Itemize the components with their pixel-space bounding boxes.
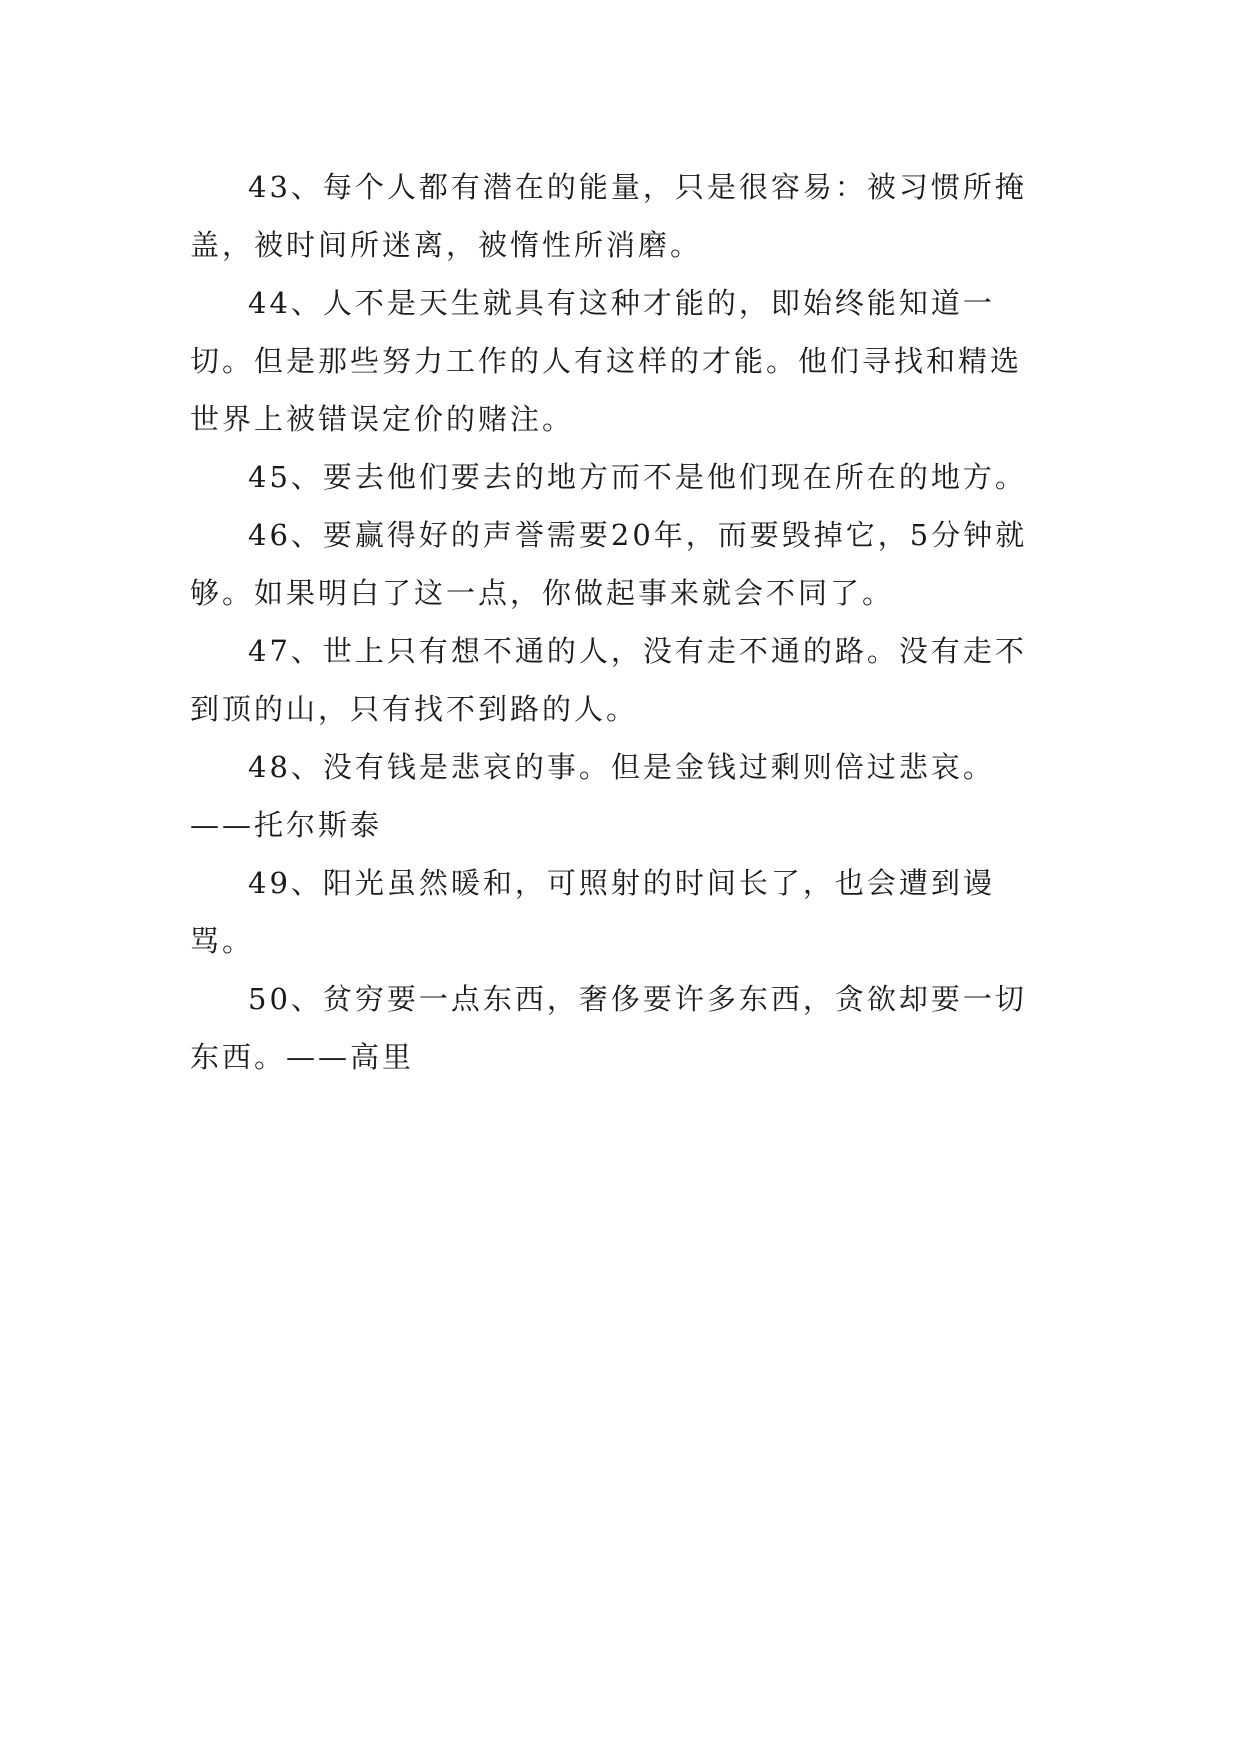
quote-paragraph-44: 44、人不是天生就具有这种才能的，即始终能知道一切。但是那些努力工作的人有这样的才能。他们寻找和精选世界上被错误定价的赌注。 [190,286,1023,436]
quote-paragraph-43: 43、每个人都有潜在的能量，只是很容易：被习惯所掩盖，被时间所迷离，被惰性所消磨。 [190,170,1027,262]
quote-paragraph-45: 45、要去他们要去的地方而不是他们现在所在的地方。 [248,460,1027,494]
quote-paragraph-48: 48、没有钱是悲哀的事。但是金钱过剩则倍过悲哀。——托尔斯泰 [190,750,995,842]
quote-paragraph-46: 46、要赢得好的声誉需要20年，而要毁掉它，5分钟就够。如果明白了这一点，你做起事来就会不同了。 [190,518,1028,610]
quote-list [190,158,1052,1086]
quote-paragraph-49: 49、阳光虽然暖和，可照射的时间长了，也会遭到谩骂。 [190,866,995,958]
quote-paragraph-47: 47、世上只有想不通的人，没有走不通的路。没有走不到顶的山，只有找不到路的人。 [190,634,1027,726]
quote-paragraph-50: 50、贫穷要一点东西，奢侈要许多东西，贪欲却要一切东西。——高里 [190,982,1027,1074]
